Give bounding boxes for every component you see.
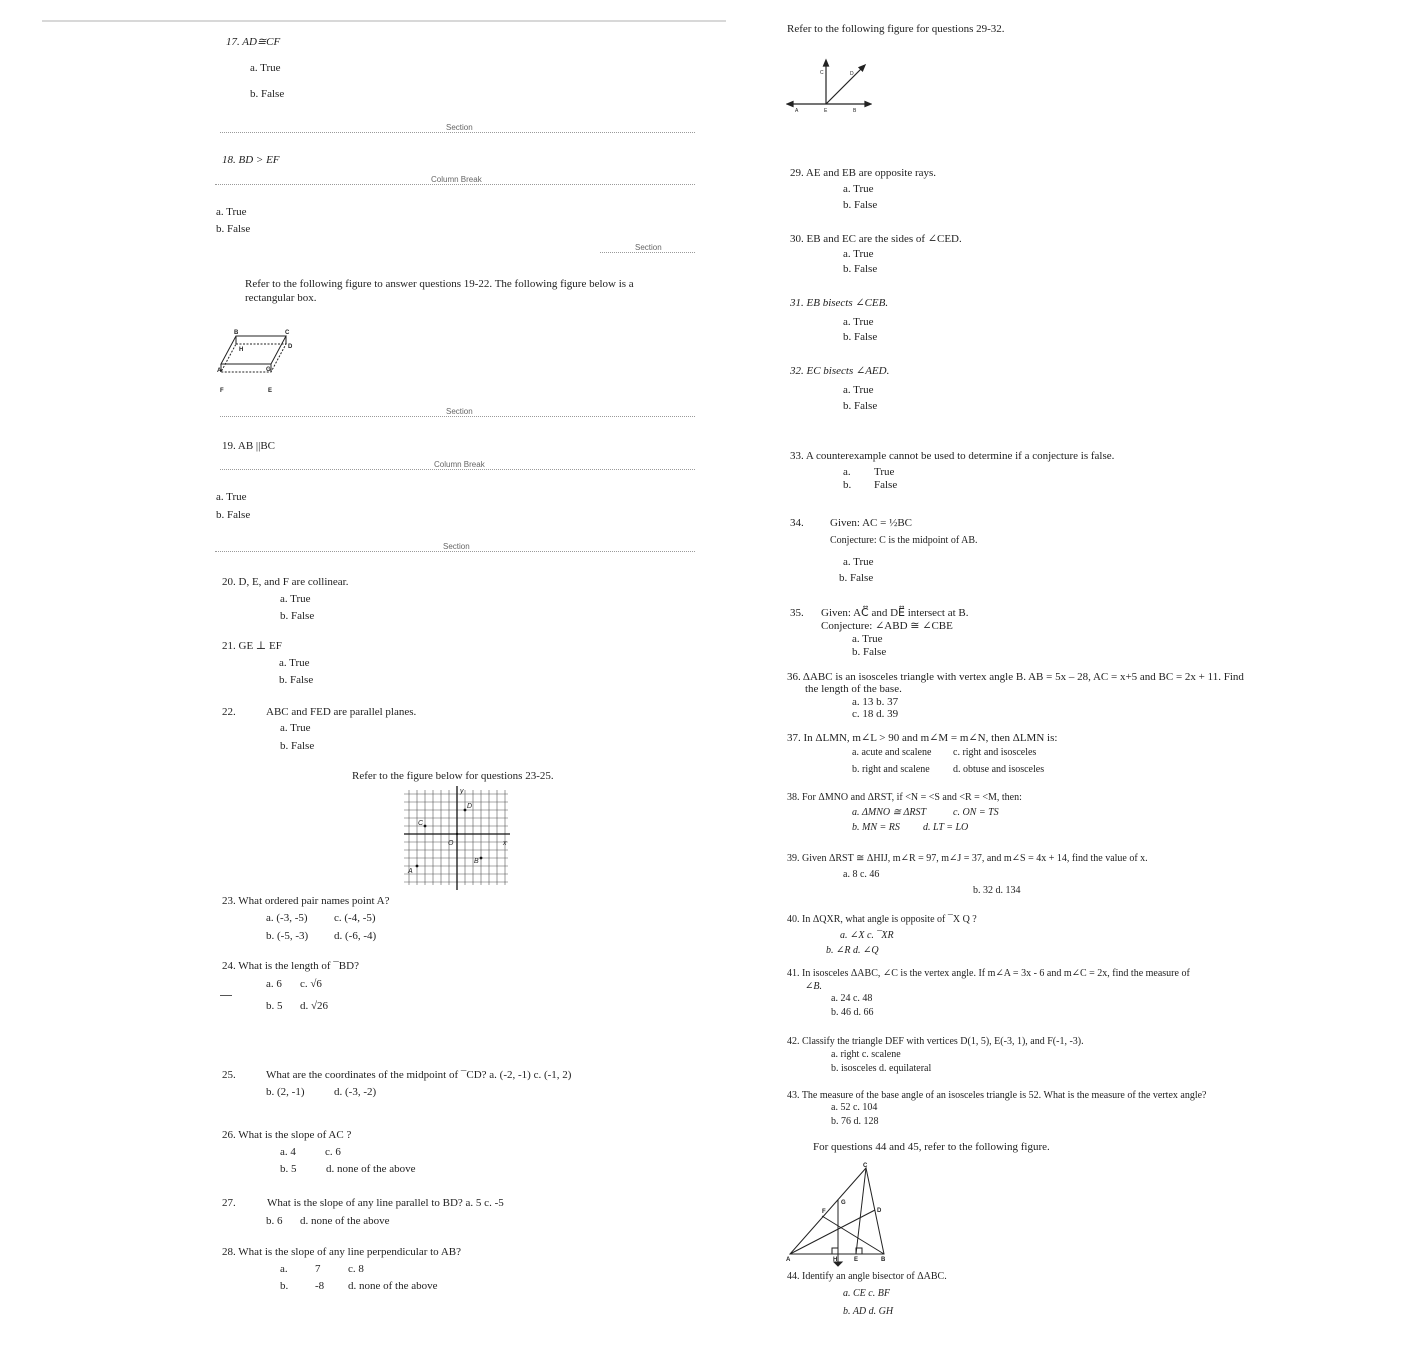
refer-19-22: Refer to the following figure to answer questions 19-22. The following figure below is a <box>245 278 634 290</box>
section-label: Section <box>443 542 470 551</box>
grid-x-label: x <box>503 840 507 847</box>
tri-label-e: E <box>854 1257 859 1263</box>
q23-option-d: d. (-6, -4) <box>334 930 377 942</box>
q25-number: 25. <box>222 1069 236 1081</box>
q30-option-a: a. True <box>843 248 874 260</box>
tri-label-g: G <box>841 1200 846 1206</box>
q34-conjecture: Conjecture: C is the midpoint of AB. <box>830 535 978 546</box>
tri-label-a: A <box>786 1257 791 1263</box>
q35-number: 35. <box>790 607 804 619</box>
q24-option-b: b. 5 <box>266 1000 283 1012</box>
q31-option-b: b. False <box>843 331 878 343</box>
box-label-e: E <box>268 388 273 394</box>
q24-option-a: a. 6 <box>266 978 282 990</box>
refer-19-22-cont: rectangular box. <box>245 292 317 304</box>
ray-label-c: C <box>820 70 824 76</box>
box-label-d: D <box>288 344 293 350</box>
coordinate-grid-figure <box>404 785 510 891</box>
column-break-label: Column Break <box>434 460 485 469</box>
grid-point-d: D <box>467 803 473 810</box>
q29-option-b: b. False <box>843 199 878 211</box>
q39-options-ac: a. 8 c. 46 <box>843 869 880 880</box>
q41-options-bd: b. 46 d. 66 <box>831 1007 874 1018</box>
q36-stem: 36. ΔABC is an isosceles triangle with vertex angle B. AB = 5x – 28, AC = x+5 and BC = 2x + 11. Find <box>787 671 1244 683</box>
q25-stem: What are the coordinates of the midpoint of ¯CD? a. (-2, -1) c. (-1, 2) <box>266 1069 572 1081</box>
stray-dash-mark <box>220 995 232 996</box>
ray-label-d: D <box>850 71 854 77</box>
q43-options-bd: b. 76 d. 128 <box>831 1116 879 1127</box>
q18-stem: 18. BD > EF <box>222 154 280 166</box>
q35-given: Given: AC⃡ and DE⃡ intersect at B. <box>821 607 969 619</box>
q37-option-d: d. obtuse and isosceles <box>953 764 1045 775</box>
grid-origin-o: O <box>448 840 454 847</box>
q29-stem: 29. AE and EB are opposite rays. <box>790 167 937 179</box>
q41-stem-cont: ∠B. <box>805 981 822 992</box>
q42-stem: 42. Classify the triangle DEF with vertices D(1, 5), E(-3, 1), and F(-1, -3). <box>787 1036 1084 1047</box>
q20-option-a: a. True <box>280 593 311 605</box>
q43-options-ac: a. 52 c. 104 <box>831 1102 878 1113</box>
q38-option-b: b. MN = RS <box>852 822 900 833</box>
tri-label-f: F <box>822 1209 826 1215</box>
tri-label-c: C <box>863 1163 868 1169</box>
grid-y-label: y <box>460 788 464 795</box>
q36-stem-cont: the length of the base. <box>805 683 902 695</box>
q19-stem: 19. AB ||BC <box>222 440 276 452</box>
box-label-b: B <box>234 330 239 336</box>
q23-option-b: b. (-5, -3) <box>266 930 309 942</box>
q27-stem: What is the slope of any line parallel to BD? a. 5 c. -5 <box>267 1197 504 1209</box>
q33-stem: 33. A counterexample cannot be used to determine if a conjecture is false. <box>790 450 1115 462</box>
refer-29-32: Refer to the following figure for questions 29-32. <box>787 23 1005 35</box>
box-label-c: C <box>285 330 290 336</box>
q44-stem: 44. Identify an angle bisector of ΔABC. <box>787 1271 947 1282</box>
q34-number: 34. <box>790 517 804 529</box>
section-label: Section <box>446 123 473 132</box>
q21-option-a: a. True <box>279 657 310 669</box>
q42-options-ac: a. right c. scalene <box>831 1049 901 1060</box>
q19-option-a: a. True <box>216 491 247 503</box>
q38-option-d: d. LT = LO <box>923 822 969 833</box>
rays-figure <box>786 58 872 116</box>
q25-option-d: d. (-3, -2) <box>334 1086 377 1098</box>
q23-option-c: c. (-4, -5) <box>334 912 376 924</box>
q26-option-c: c. 6 <box>325 1146 341 1158</box>
q42-options-bd: b. isosceles d. equilateral <box>831 1063 932 1074</box>
q39-options-bd: b. 32 d. 134 <box>973 885 1021 896</box>
box-label-h: H <box>239 347 244 353</box>
q41-stem: 41. In isosceles ΔABC, ∠C is the vertex angle. If m∠A = 3x - 6 and m∠C = 2x, find the measure of <box>787 968 1190 979</box>
q28-option-a: 7 <box>315 1263 321 1275</box>
q18-option-b: b. False <box>216 223 251 235</box>
q22-stem: ABC and FED are parallel planes. <box>266 706 417 718</box>
triangle-figure <box>784 1162 890 1268</box>
q40-stem: 40. In ΔQXR, what angle is opposite of ¯X Q ? <box>787 914 977 925</box>
q28-option-b-letter: b. <box>280 1280 289 1292</box>
tri-label-h: H <box>833 1257 838 1263</box>
q17-stem: 17. AD≅CF <box>226 36 281 48</box>
q34-given: Given: AC = ½BC <box>830 517 912 529</box>
rectangular-box-figure <box>216 328 296 396</box>
q31-option-a: a. True <box>843 316 874 328</box>
q35-option-b: b. False <box>852 646 887 658</box>
refer-23-25: Refer to the figure below for questions 23-25. <box>352 770 554 782</box>
q36-options-cd: c. 18 d. 39 <box>852 708 899 720</box>
q28-option-c: c. 8 <box>348 1263 364 1275</box>
tri-label-d: D <box>877 1208 882 1214</box>
q28-option-a-letter: a. <box>280 1263 288 1275</box>
column-break-label: Column Break <box>431 175 482 184</box>
q21-option-b: b. False <box>279 674 314 686</box>
q17-option-b: b. False <box>250 88 285 100</box>
q30-stem: 30. EB and EC are the sides of ∠CED. <box>790 233 962 245</box>
q35-conjecture: Conjecture: ∠ABD ≅ ∠CBE <box>821 620 953 632</box>
q32-option-a: a. True <box>843 384 874 396</box>
q23-stem: 23. What ordered pair names point A? <box>222 895 390 907</box>
q33-option-a: True <box>874 466 895 478</box>
q32-option-b: b. False <box>843 400 878 412</box>
grid-point-c: C <box>418 820 424 827</box>
section-label: Section <box>635 243 662 252</box>
q27-option-d: d. none of the above <box>300 1215 390 1227</box>
section-label: Section <box>446 407 473 416</box>
box-label-f: F <box>220 388 224 394</box>
q22-number: 22. <box>222 706 236 718</box>
q37-option-b: b. right and scalene <box>852 764 930 775</box>
q26-option-b: b. 5 <box>280 1163 297 1175</box>
q34-option-a: a. True <box>843 556 874 568</box>
refer-44-45: For questions 44 and 45, refer to the following figure. <box>813 1141 1050 1153</box>
q44-options-bd: b. AD d. GH <box>843 1306 894 1317</box>
q33-option-b: False <box>874 479 898 491</box>
q25-option-b: b. (2, -1) <box>266 1086 305 1098</box>
q23-option-a: a. (-3, -5) <box>266 912 308 924</box>
grid-point-a: A <box>408 868 413 875</box>
q38-option-c: c. ON = TS <box>953 807 999 818</box>
q21-stem: 21. GE ⊥ EF <box>222 640 282 652</box>
q35-option-a: a. True <box>852 633 883 645</box>
q26-stem: 26. What is the slope of AC ? <box>222 1129 352 1141</box>
q38-option-a: a. ΔMNO ≅ ΔRST <box>852 807 927 818</box>
q27-option-b: b. 6 <box>266 1215 283 1227</box>
ray-label-e: E <box>824 108 828 114</box>
q37-option-c: c. right and isosceles <box>953 747 1037 758</box>
q24-stem: 24. What is the length of ¯BD? <box>222 960 359 972</box>
q41-options-ac: a. 24 c. 48 <box>831 993 873 1004</box>
q30-option-b: b. False <box>843 263 878 275</box>
q20-option-b: b. False <box>280 610 315 622</box>
q40-options-bd: b. ∠R d. ∠Q <box>826 945 879 956</box>
q44-options-ac: a. CE c. BF <box>843 1288 890 1299</box>
grid-point-b: B <box>474 858 479 865</box>
q26-option-a: a. 4 <box>280 1146 296 1158</box>
q22-option-b: b. False <box>280 740 315 752</box>
q40-options-ac: a. ∠X c. ¯XR <box>840 930 894 941</box>
ray-label-b: B <box>853 108 857 114</box>
top-divider <box>42 20 726 22</box>
q26-option-d: d. none of the above <box>326 1163 416 1175</box>
q17-option-a: a. True <box>250 62 281 74</box>
q37-stem: 37. In ΔLMN, m∠L > 90 and m∠M = m∠N, then ΔLMN is: <box>787 732 1058 744</box>
q34-option-b: b. False <box>839 572 874 584</box>
q27-number: 27. <box>222 1197 236 1209</box>
ray-label-a: A <box>795 108 799 114</box>
q29-option-a: a. True <box>843 183 874 195</box>
q28-option-d: d. none of the above <box>348 1280 438 1292</box>
q18-option-a: a. True <box>216 206 247 218</box>
q33-option-a-letter: a. <box>843 466 851 478</box>
q43-stem: 43. The measure of the base angle of an isosceles triangle is 52. What is the measure of the vertex angle? <box>787 1090 1207 1101</box>
q39-stem: 39. Given ΔRST ≅ ΔHIJ, m∠R = 97, m∠J = 37, and m∠S = 4x + 14, find the value of x. <box>787 853 1148 864</box>
q33-option-b-letter: b. <box>843 479 852 491</box>
q36-options-ab: a. 13 b. 37 <box>852 696 899 708</box>
q31-stem: 31. EB bisects ∠CEB. <box>790 297 889 309</box>
q24-option-d: d. √26 <box>300 1000 329 1012</box>
q38-stem: 38. For ΔMNO and ΔRST, if <N = <S and <R = <M, then: <box>787 792 1022 803</box>
q19-option-b: b. False <box>216 509 251 521</box>
q28-option-b: -8 <box>315 1280 325 1292</box>
q24-option-c: c. √6 <box>300 978 322 990</box>
q22-option-a: a. True <box>280 722 311 734</box>
tri-label-b: B <box>881 1257 886 1263</box>
q37-option-a: a. acute and scalene <box>852 747 932 758</box>
q32-stem: 32. EC bisects ∠AED. <box>790 365 890 377</box>
q20-stem: 20. D, E, and F are collinear. <box>222 576 349 588</box>
box-label-g: G <box>266 367 271 373</box>
box-label-a: A <box>217 368 222 374</box>
q28-stem: 28. What is the slope of any line perpendicular to AB? <box>222 1246 461 1258</box>
